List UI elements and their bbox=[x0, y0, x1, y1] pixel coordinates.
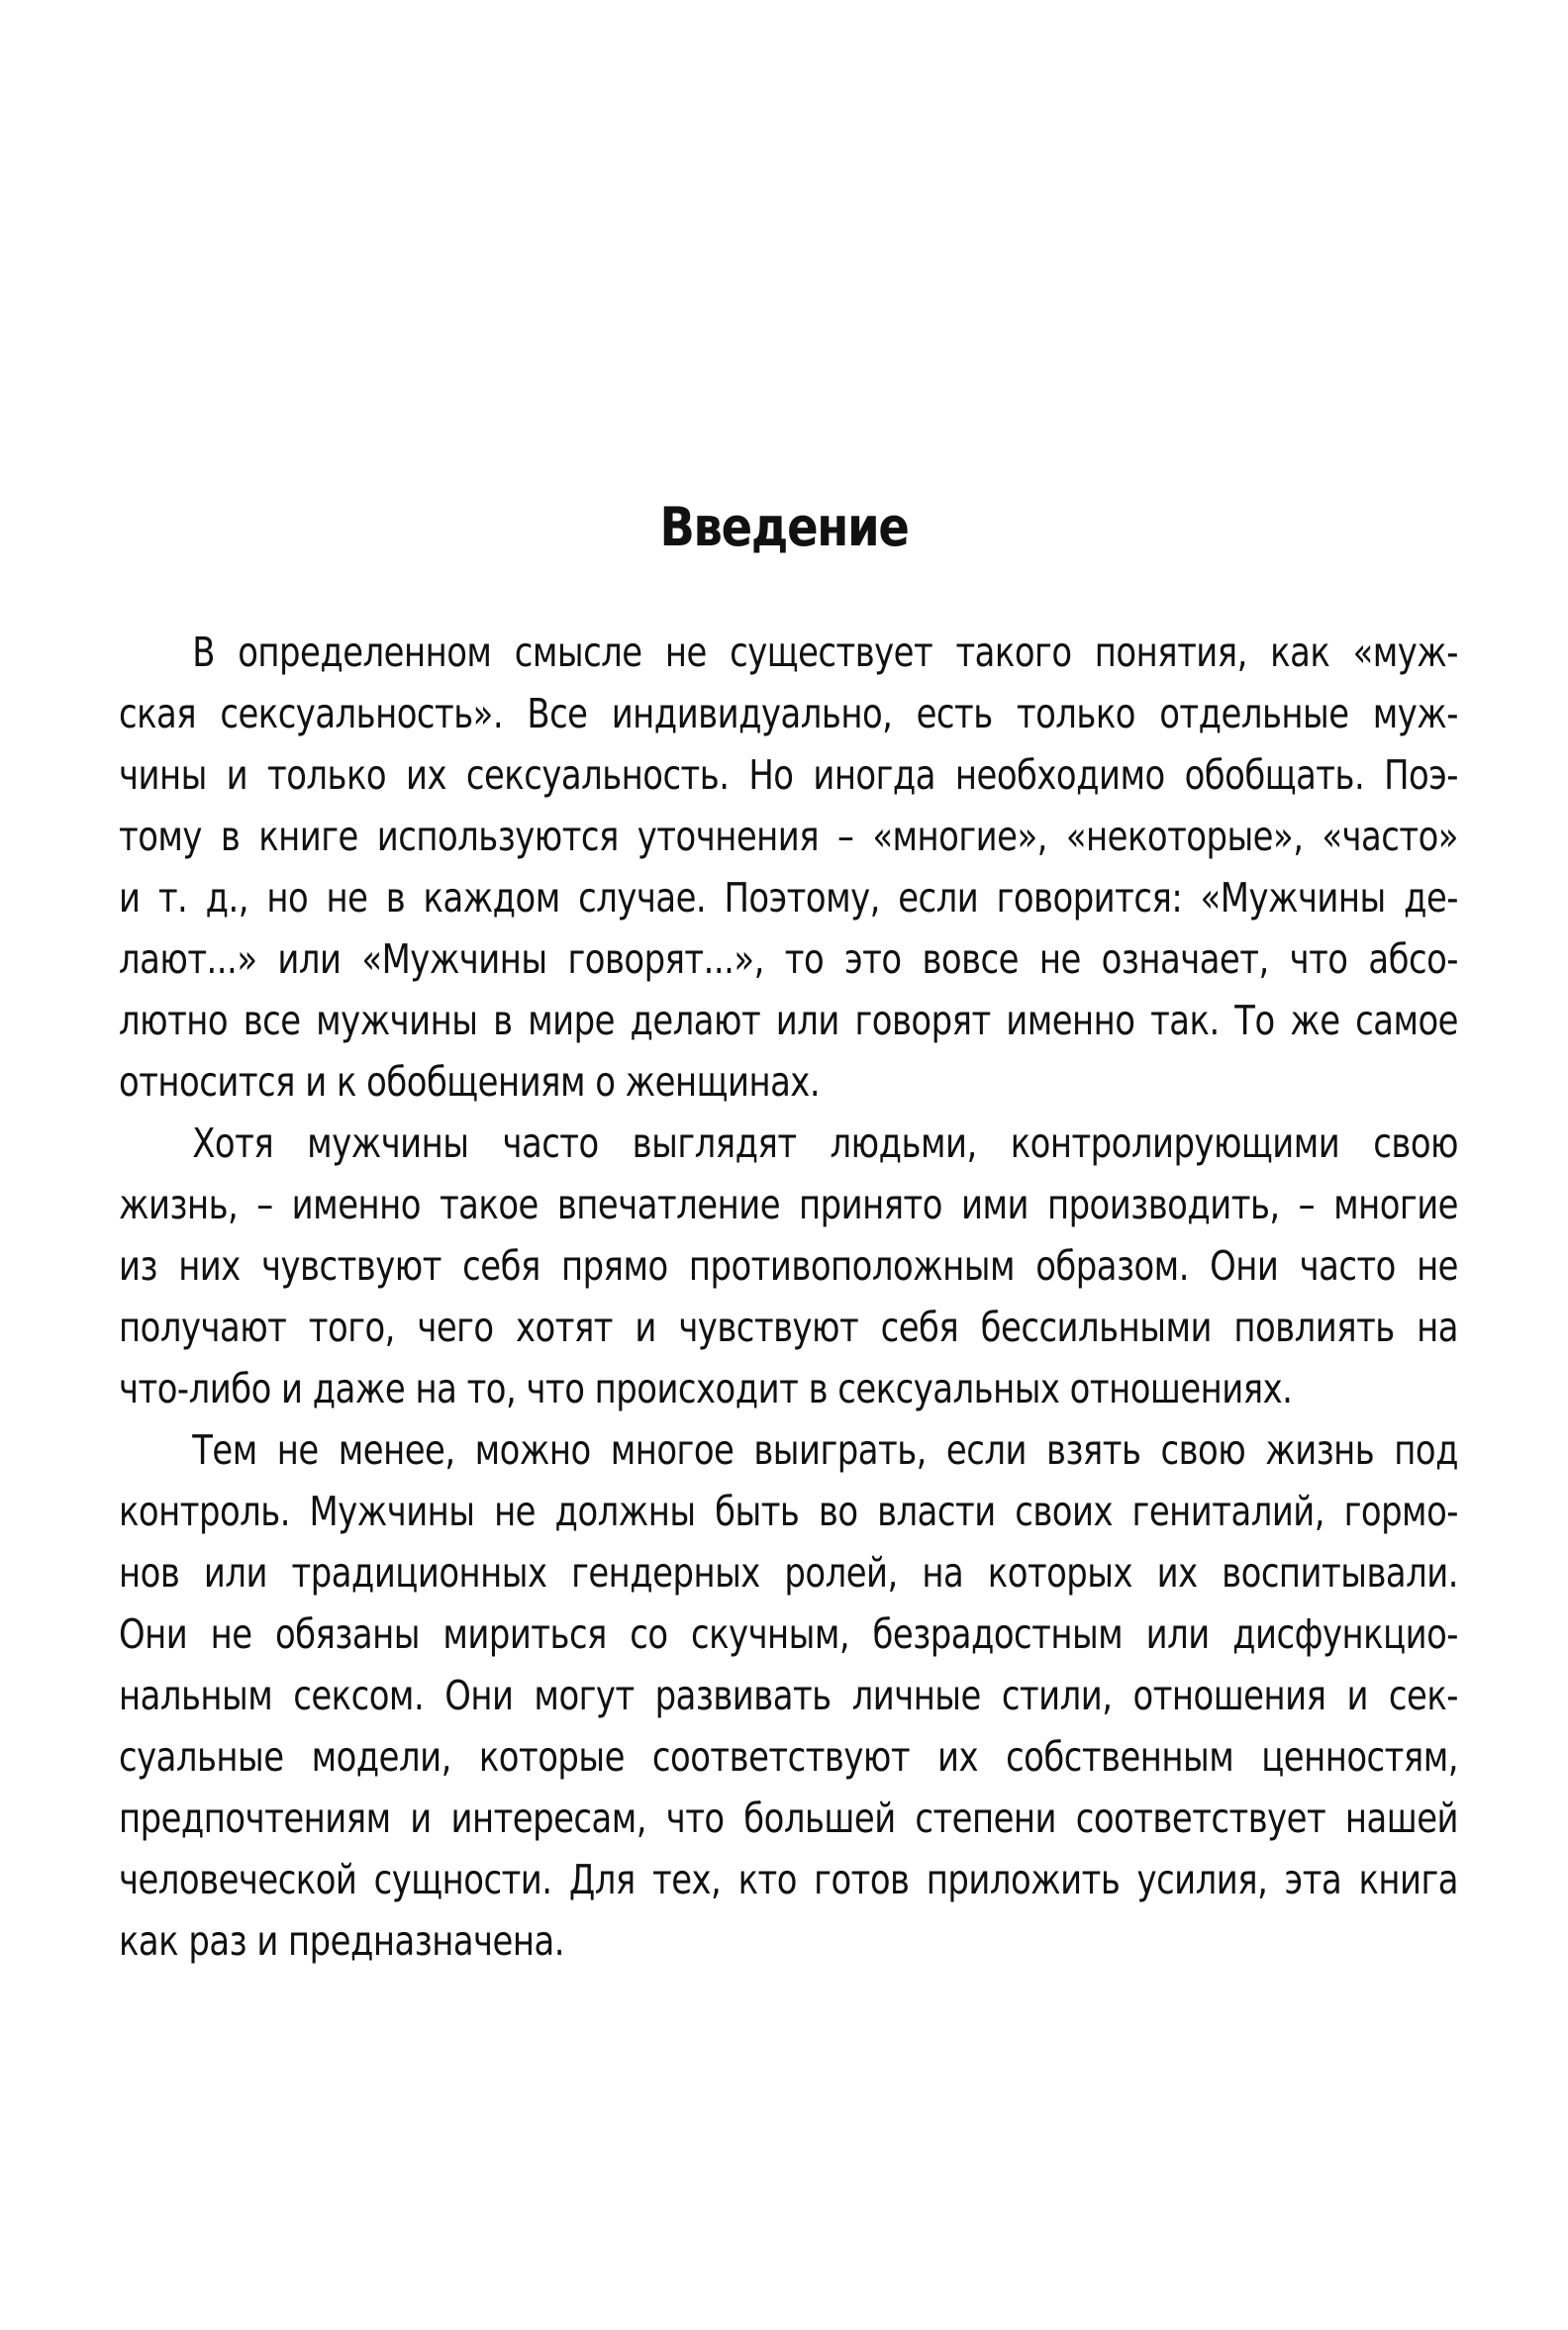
text-line: лают...» или «Мужчины говорят...», то это вовсе не означает, что абсо- bbox=[119, 935, 1458, 983]
text-line: как раз и предназначена. bbox=[119, 1917, 564, 1965]
text-line: что-либо и даже на то, что происходит в сексуальных отношениях. bbox=[119, 1365, 1293, 1412]
text-line: нальным сексом. Они могут развивать личные стили, отношения и сек- bbox=[119, 1672, 1458, 1719]
text-line: суальные модели, которые соответствуют их собственным ценностям, bbox=[119, 1733, 1458, 1781]
body-text bbox=[119, 622, 1458, 1972]
paragraph-3 bbox=[119, 1419, 1458, 1972]
chapter-heading: Введение bbox=[659, 496, 909, 558]
text-line: из них чувствуют себя прямо противоположным образом. Они часто не bbox=[119, 1242, 1458, 1290]
paragraph-1 bbox=[119, 622, 1458, 1113]
text-line: ская сексуальность». Все индивидуально, есть только отдельные муж- bbox=[119, 690, 1458, 737]
text-line: предпочтениям и интересам, что большей степени соответствует нашей bbox=[119, 1795, 1458, 1842]
paragraph-2 bbox=[119, 1113, 1458, 1419]
text-line: Тем не менее, можно многое выиграть, если взять свою жизнь под bbox=[192, 1426, 1458, 1474]
text-line: В определенном смысле не существует такого понятия, как «муж- bbox=[192, 629, 1458, 676]
text-line: чины и только их сексуальность. Но иногда необходимо обобщать. Поэ- bbox=[119, 751, 1458, 799]
text-line: относится и к обобщениям о женщинах. bbox=[119, 1058, 821, 1106]
text-line: тому в книге используются уточнения – «многие», «некоторые», «часто» bbox=[119, 813, 1458, 860]
text-line: человеческой сущности. Для тех, кто готов приложить усилия, эта книга bbox=[119, 1856, 1458, 1903]
text-line: лютно все мужчины в мире делают или говорят именно так. То же самое bbox=[119, 997, 1458, 1044]
text-line: и т. д., но не в каждом случае. Поэтому, если говорится: «Мужчины де- bbox=[119, 874, 1458, 922]
text-line: Хотя мужчины часто выглядят людьми, контролирующими свою bbox=[192, 1119, 1458, 1167]
text-line: Они не обязаны мириться со скучным, безрадостным или дисфункцио- bbox=[119, 1610, 1458, 1658]
text-line: нов или традиционных гендерных ролей, на которых их воспитывали. bbox=[119, 1549, 1458, 1597]
text-line: жизнь, – именно такое впечатление принято ими производить, – многие bbox=[119, 1181, 1458, 1228]
text-line: контроль. Мужчины не должны быть во власти своих гениталий, гормо- bbox=[119, 1488, 1458, 1535]
text-line: получают того, чего хотят и чувствуют себя бессильными повлиять на bbox=[119, 1304, 1458, 1351]
